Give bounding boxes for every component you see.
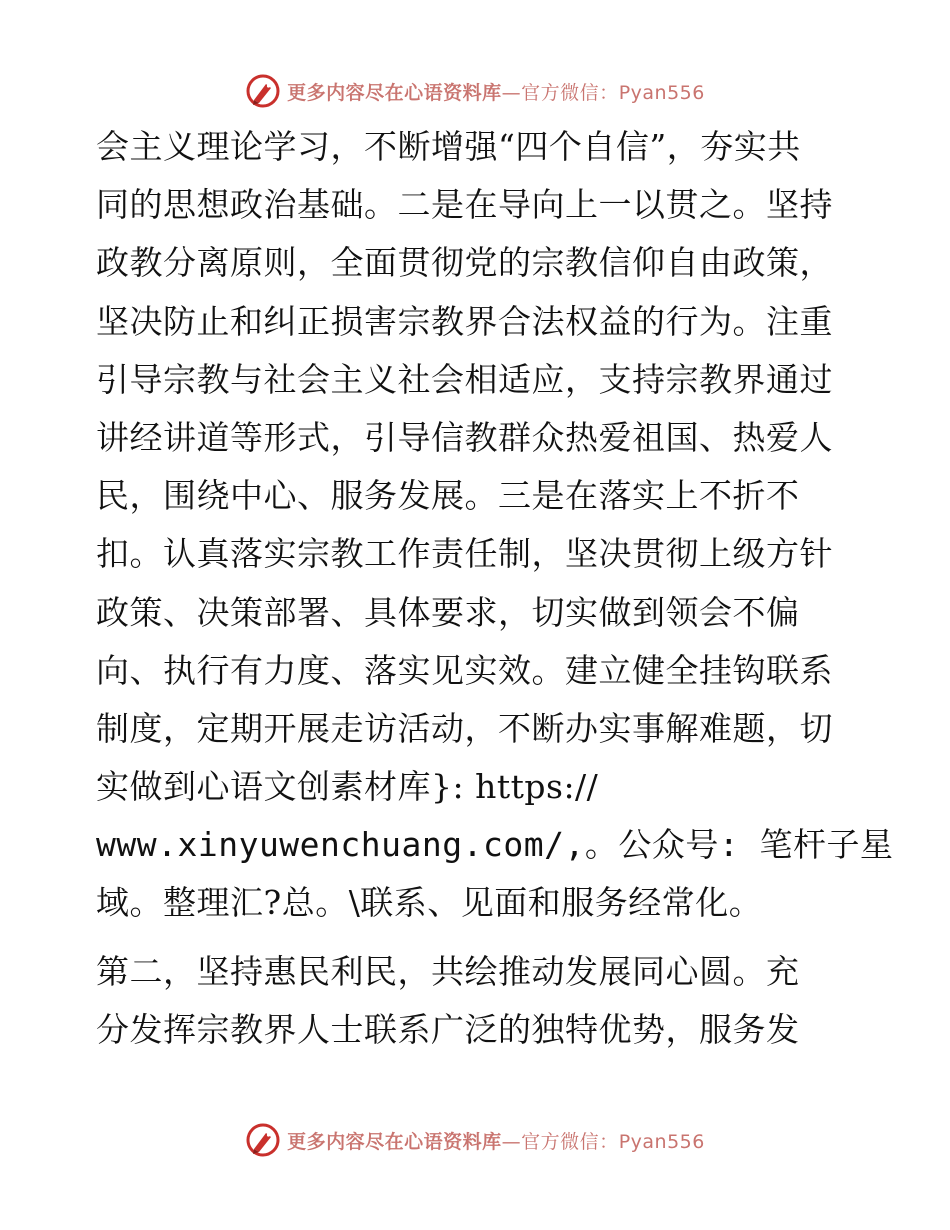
paragraph-1 bbox=[96, 118, 894, 933]
text-line: 坚决防止和纠正损害宗教界合法权益的行为。注重 bbox=[96, 301, 833, 341]
text-line: 第二，坚持惠民利民，共绘推动发展同心圆。充 bbox=[96, 951, 800, 991]
footer-banner-text bbox=[287, 1127, 705, 1154]
pen-logo-icon bbox=[245, 73, 281, 109]
text-line: 政策、决策部署、具体要求，切实做到领会不偏 bbox=[96, 592, 800, 632]
text-line: 政教分离原则，全面贯彻党的宗教信仰自由政策， bbox=[96, 243, 833, 283]
header-banner-text bbox=[287, 78, 705, 105]
text-line: 引导宗教与社会主义社会相适应，支持宗教界通过 bbox=[96, 359, 833, 399]
text-line: 制度，定期开展走访活动，不断办实事解难题，切 bbox=[96, 708, 833, 748]
footer-wechat-id: Pyan556 bbox=[618, 1130, 705, 1153]
text-line: 民，围绕中心、服务发展。三是在落实上不折不 bbox=[96, 476, 800, 516]
header-site-text: 更多内容尽在心语资料库 bbox=[287, 81, 502, 104]
paragraph-2 bbox=[96, 943, 856, 1059]
text-line: 扣。认真落实宗教工作责任制，坚决贯彻上级方针 bbox=[96, 534, 833, 574]
text-line: 同的思想政治基础。二是在导向上一以贯之。坚持 bbox=[96, 185, 833, 225]
header-wechat-label: 官方微信： bbox=[521, 81, 619, 104]
footer-banner bbox=[0, 1120, 950, 1160]
text-line: 讲经讲道等形式，引导信教群众热爱祖国、热爱人 bbox=[96, 417, 833, 457]
text-line-url: 实做到心语文创素材库}: https:// bbox=[96, 767, 599, 807]
footer-wechat-label: 官方微信： bbox=[521, 1130, 619, 1153]
text-line: 向、执行有力度、落实见实效。建立健全挂钩联系 bbox=[96, 650, 833, 690]
text-line: 会主义理论学习，不断增强“四个自信”，夯实共 bbox=[96, 127, 801, 166]
text-line: 域。整理汇?总。\联系、见面和服务经常化。 bbox=[96, 883, 763, 923]
header-banner bbox=[0, 71, 950, 111]
text-line-url: www.xinyuwenchuang.com/,。公众号: 笔杆子星 bbox=[96, 825, 894, 865]
pen-logo-icon bbox=[245, 1122, 281, 1158]
text-line: 分发挥宗教界人士联系广泛的独特优势，服务发 bbox=[96, 1009, 800, 1049]
paragraph-gap bbox=[96, 933, 856, 943]
footer-site-text: 更多内容尽在心语资料库 bbox=[287, 1130, 502, 1153]
header-dash: — bbox=[501, 81, 522, 104]
document-body bbox=[96, 118, 894, 1059]
header-wechat-id: Pyan556 bbox=[618, 81, 705, 104]
footer-dash: — bbox=[501, 1130, 522, 1153]
